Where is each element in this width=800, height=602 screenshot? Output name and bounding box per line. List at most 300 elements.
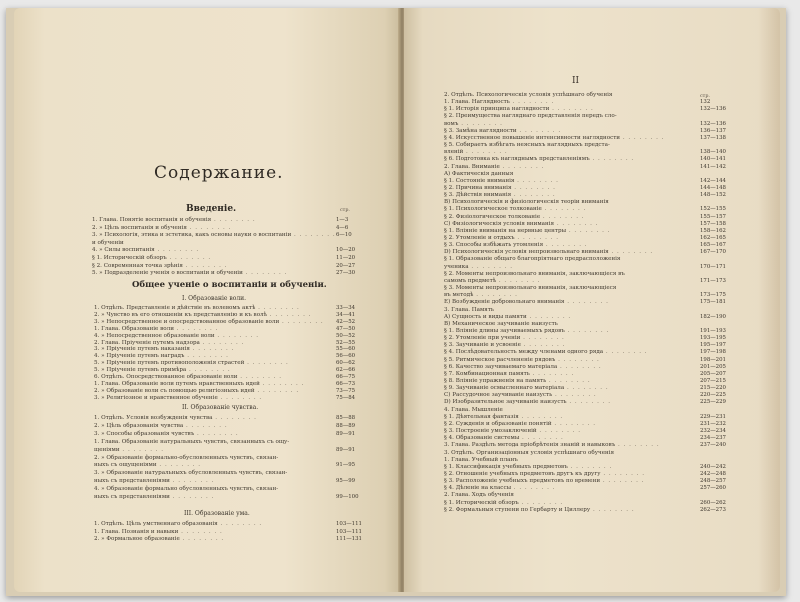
- toc-entry: [94, 521, 262, 528]
- toc-entry-title: § 3. Способы избѣжать утомленія: [444, 242, 544, 249]
- toc-entry-title: 6. Отдѣлъ. Опосредствованное образованіе воли: [94, 374, 238, 380]
- page-column-label: стр.: [340, 208, 350, 213]
- leader-dots: . . . . . . . .: [519, 435, 564, 442]
- toc-entry-pages: 232—234: [700, 428, 726, 435]
- toc-entry-pages: 242—248: [700, 470, 726, 477]
- leader-dots: . . . . . . . .: [166, 255, 212, 261]
- toc-entry-pages: 175—181: [700, 299, 726, 306]
- leader-dots: . . . . . . . .: [566, 399, 612, 406]
- toc-entry-title: 3. » Религіозное и нравственное обученіе: [94, 394, 218, 401]
- toc-entry-title: § 1. Образованіе общаго благопріятнаго предрасположенія: [444, 256, 621, 263]
- leader-dots: . . . . . . . .: [511, 184, 556, 191]
- toc-entry-title: § 2. Современная точка зрѣнія: [92, 262, 183, 269]
- toc-entry: [444, 128, 561, 135]
- toc-entry-title: 1. Отдѣлъ. Представленіе и дѣйствіе въ волевомъ актѣ: [94, 305, 256, 311]
- leader-dots: . . . . . . . .: [242, 270, 288, 277]
- toc-entry-pages: 66—75: [336, 374, 356, 380]
- toc-entry-pages: 148—152: [700, 192, 726, 199]
- toc-entry-title: въ методѣ: [444, 292, 474, 299]
- toc-entry-pages: 229—231: [700, 413, 726, 420]
- toc-entry: [92, 217, 256, 224]
- toc-entry-title: 1. Глава. Образованіе натуральныхъ чувствъ, связанныхъ съ ощу-: [94, 438, 290, 445]
- toc-entry: [94, 462, 201, 469]
- page-column-label-right: стр.: [700, 94, 710, 99]
- leader-dots: . . . . . . . .: [603, 349, 648, 356]
- toc-entry-title: § 2. Физіологическое толкованіе: [444, 213, 541, 220]
- leader-dots: . . . . . . . .: [509, 99, 555, 106]
- toc-entry: [444, 407, 503, 414]
- toc-entry-title: 2. Глава. Пріученіе путемъ надзора: [94, 339, 200, 346]
- toc-entry: [444, 328, 609, 335]
- toc-entry-pages: 6—10: [336, 232, 352, 239]
- toc-entry-pages: 62—66: [336, 367, 356, 374]
- leader-dots: . . . . . . . .: [551, 420, 597, 427]
- toc-entry-title: E) Возбужденіе добровольнаго вниманія: [444, 299, 565, 306]
- leader-dots: . . . . . . . .: [589, 156, 635, 163]
- toc-entry-title: 2. » Формальное образованіе: [94, 536, 180, 543]
- toc-entry-pages: 140—141: [700, 156, 726, 163]
- toc-entry-title: § 9. Заучиваніе осмысленнаго матеріала: [444, 385, 565, 392]
- leader-dots: . . . . . . . .: [526, 313, 572, 320]
- leader-dots: . . . . . . . .: [214, 332, 260, 339]
- toc-entry-title: § 6. Качество заучиваемаго матеріала: [444, 363, 558, 370]
- leader-dots: . . . . . . . .: [499, 163, 545, 170]
- toc-entry-title: 3. » Образованіе натуральныхъ обусловленныхъ чувствъ, связан-: [94, 470, 288, 477]
- toc-entry-title: вленій: [444, 149, 464, 156]
- leader-dots: . . . . . . . .: [518, 413, 564, 420]
- leader-dots: . . . . . . . .: [554, 220, 599, 227]
- toc-entry-title: § 2. Сужденія и образованіе понятій: [444, 420, 552, 427]
- toc-entry-pages: 27—30: [336, 270, 356, 277]
- toc-entry-pages: 207—215: [700, 378, 726, 384]
- leader-dots: . . . . . . . .: [169, 478, 215, 485]
- toc-entry-pages: 52—55: [336, 339, 356, 346]
- toc-entry-title: § 2. Причина вниманія: [444, 184, 512, 191]
- toc-entry: [94, 486, 278, 493]
- toc-entry-pages: 111—131: [336, 536, 362, 543]
- toc-entry-pages: 11—20: [336, 255, 356, 261]
- toc-entry-title: 4. » Силы воспитанія: [92, 247, 155, 254]
- toc-entry-title: 3. » Психологія, этика и эстетика, какъ основы науки о воспитаніи: [92, 232, 292, 239]
- toc-entry: [444, 121, 503, 128]
- toc-entry-title: § 4. Образованіе системы: [444, 435, 520, 442]
- toc-entry-title: 1. Глава. Понятіе воспитанія и обученія: [92, 217, 212, 223]
- toc-entry: [94, 431, 239, 438]
- toc-entry-title: A) Сущность и виды памяти: [444, 313, 527, 320]
- toc-entry: [444, 285, 616, 292]
- toc-entry-pages: 47—50: [336, 325, 356, 332]
- toc-entry-title: 2. » Цѣль воспитанія и обученія: [92, 224, 187, 231]
- toc-entry-title: 4. Глава. Мышленіе: [444, 406, 503, 413]
- page-edge-stain: [758, 8, 780, 592]
- toc-entry-pages: 34—41: [336, 311, 356, 318]
- toc-entry-title: § 1. Историческій обзоръ: [92, 255, 167, 261]
- toc-entry-pages: 171—173: [700, 277, 726, 284]
- toc-entry-title: § 2. Преимущества нагляднаго представленія передъ сло-: [444, 113, 617, 120]
- toc-entry-pages: 170—171: [700, 263, 726, 270]
- toc-entry-title: 3. » Способы образованія чувствъ: [94, 430, 195, 437]
- toc-entry-title: § 1. Психологическое толкованіе: [444, 206, 542, 213]
- toc-entry-title: 5. » Пріученіе путемъ противоположенія страстей: [94, 360, 245, 367]
- toc-entry-pages: 33—34: [336, 305, 356, 311]
- toc-entry-title: 2. » Цѣль образованія чувства: [94, 422, 184, 429]
- leader-dots: . . . . . . . .: [173, 325, 219, 332]
- leader-dots: . . . . . . . .: [259, 380, 305, 387]
- toc-entry-title: щеніями: [94, 446, 120, 453]
- toc-entry-title: 2. » Образованіе формально-обусловленныхъ чувствъ, связан-: [94, 454, 279, 461]
- leader-dots: . . . . . . . .: [189, 346, 235, 353]
- toc-entry: [444, 357, 600, 364]
- toc-entry-pages: 198—201: [700, 356, 726, 363]
- toc-entry-pages: 231—232: [700, 420, 726, 427]
- toc-entry: [444, 349, 648, 356]
- toc-entry-title: § 1. Состояніе вниманія: [444, 177, 515, 184]
- toc-entry-pages: 220—225: [700, 392, 726, 399]
- toc-entry-pages: 191—193: [700, 327, 726, 334]
- toc-entry: [444, 428, 581, 435]
- toc-entry-pages: 234—237: [700, 435, 726, 442]
- toc-entry-title: § 2. Утомленіе и отдыхъ: [444, 235, 515, 241]
- toc-entry-title: § 1. Дѣятельная фантазія: [444, 413, 519, 420]
- toc-entry-title: B) Психологическія и физіологическія теоріи вниманія: [444, 199, 609, 206]
- leader-dots: . . . . . . . .: [179, 536, 225, 543]
- leader-dots: . . . . . . . .: [600, 470, 646, 477]
- toc-entry: [444, 199, 609, 206]
- toc-entry: [444, 142, 610, 149]
- leader-dots: . . . . . . . .: [529, 370, 575, 377]
- toc-entry-pages: 157—158: [700, 220, 726, 227]
- toc-entry-pages: 85—88: [336, 415, 356, 421]
- toc-entry: [94, 415, 257, 422]
- leader-dots: . . . . . . . .: [590, 506, 635, 513]
- toc-entry-pages: 240—242: [700, 463, 726, 470]
- leader-dots: . . . . . . . .: [552, 392, 597, 399]
- leader-dots: . . . . . . . .: [514, 177, 559, 184]
- leader-dots: . . . . . . . .: [566, 227, 611, 234]
- toc-entry-pages: 132—136: [700, 106, 726, 113]
- toc-entry-title: § 3. Замѣна наглядности: [444, 127, 517, 134]
- toc-entry-title: 2. » Образованіе воли съ помощью религіозныхъ идей: [94, 387, 255, 394]
- toc-entry-pages: 138—140: [700, 149, 726, 156]
- toc-entry-title: C) Рассудочное заучиваніе наизусть: [444, 392, 553, 399]
- toc-entry: [92, 263, 227, 270]
- toc-entry-pages: 165—167: [700, 242, 726, 249]
- toc-entry-title: § 1. Историческій обзоръ: [444, 499, 519, 506]
- toc-entry: [444, 471, 645, 478]
- toc-entry-pages: 10—20: [336, 247, 356, 254]
- toc-entry: [94, 439, 289, 446]
- toc-entry-pages: 152—155: [700, 206, 726, 213]
- toc-entry: [444, 457, 518, 464]
- toc-entry: [444, 149, 508, 156]
- leader-dots: . . . . . . . .: [468, 263, 514, 270]
- general-heading: Общее ученіе о воспитаніи и обученіи.: [132, 280, 327, 290]
- leader-dots: . . . . . . . .: [279, 318, 324, 325]
- leader-dots: . . . . . . . .: [546, 378, 591, 384]
- toc-entry: [444, 264, 513, 271]
- left-page: [14, 8, 400, 592]
- leader-dots: . . . . . . . .: [217, 521, 263, 527]
- toc-entry: [94, 395, 262, 402]
- leader-dots: . . . . . . . .: [458, 120, 503, 127]
- leader-dots: . . . . . . . .: [255, 305, 300, 311]
- toc-entry-title: A) Фактическія данныя: [444, 170, 514, 177]
- toc-entry-pages: 89—91: [336, 430, 356, 437]
- toc-entry-title: вомъ: [444, 120, 459, 127]
- toc-entry-title: D) Психологическія условія непроизвольнаго вниманія: [444, 249, 609, 256]
- toc-entry-title: § 1. Классификація учебныхъ предметовъ: [444, 463, 568, 470]
- toc-entry-title: § 2. Утомленіе при ученіи: [444, 335, 521, 342]
- toc-entry: [444, 135, 665, 142]
- toc-entry-title: самомъ предметѣ: [444, 277, 497, 284]
- toc-entry-title: § 6. Подготовка къ нагляднымъ представленіямъ: [444, 156, 590, 163]
- toc-entry-pages: 144—148: [700, 184, 726, 191]
- toc-entry: [92, 232, 336, 239]
- leader-dots: . . . . . . . .: [520, 342, 566, 349]
- toc-entry-pages: 88—89: [336, 422, 356, 429]
- toc-entry-pages: 182—190: [700, 313, 726, 320]
- leader-dots: . . . . . . . .: [555, 356, 600, 363]
- toc-entry: [444, 414, 563, 421]
- leader-dots: . . . . . . . .: [237, 374, 282, 380]
- toc-entry-title: C) Физіологическія условія вниманія: [444, 220, 555, 227]
- toc-entry: [94, 494, 214, 501]
- toc-entry-pages: 42—52: [336, 318, 356, 325]
- part2-heading: II. Образованіе чувства.: [182, 404, 259, 411]
- toc-entry: [444, 421, 596, 428]
- toc-entry-title: ныхъ съ представленіями: [94, 478, 170, 485]
- leader-dots: . . . . . . . .: [217, 394, 263, 401]
- leader-dots: . . . . . . . .: [463, 149, 508, 156]
- toc-entry-title: 2. Глава. Ходъ обученія: [444, 492, 514, 499]
- toc-entry-title: § 4. Послѣдовательность между членами одного ряда: [444, 349, 604, 356]
- toc-entry: [444, 271, 625, 278]
- toc-entry-pages: 56—60: [336, 353, 356, 360]
- leader-dots: . . . . . . . .: [543, 242, 588, 249]
- toc-entry: [94, 529, 223, 536]
- leader-dots: . . . . . . . .: [182, 262, 228, 269]
- leader-dots: . . . . . . . .: [211, 217, 256, 223]
- toc-entry-pages: 257—260: [700, 485, 726, 492]
- toc-entry-title: § 2. Моменты непроизвольнаго вниманія, заключающіеся въ: [444, 270, 625, 277]
- toc-entry-pages: 197—198: [700, 349, 726, 356]
- toc-entry: [444, 185, 556, 192]
- toc-entry: [444, 314, 571, 321]
- leader-dots: . . . . . . . .: [267, 311, 312, 318]
- toc-entry: [92, 270, 287, 277]
- toc-entry-title: 3. Глава. Раздѣлъ метода пріобрѣтенія знаній и навыковъ: [444, 442, 616, 449]
- toc-entry: [94, 478, 214, 485]
- toc-entry: [444, 450, 614, 457]
- toc-entry-title: и обученіи: [92, 239, 124, 246]
- right-page: [404, 8, 780, 592]
- leader-dots: . . . . . . . .: [540, 213, 585, 220]
- leader-dots: . . . . . . . .: [183, 422, 228, 429]
- toc-entry-pages: 20—27: [336, 262, 356, 269]
- toc-entry: [444, 164, 544, 171]
- toc-entry-title: § 3. Построеніе умозаключеній: [444, 428, 537, 435]
- toc-entry-title: § 3. Расположеніе учебныхъ предметовъ по времени: [444, 478, 601, 485]
- toc-entry: [444, 500, 563, 507]
- toc-entry: [444, 371, 574, 378]
- toc-entry-pages: 173—175: [700, 292, 726, 299]
- toc-entry-title: 1. Глава. Познанія и навыки: [94, 528, 179, 535]
- toc-entry-pages: 215—220: [700, 385, 726, 392]
- leader-dots: . . . . . . . .: [514, 235, 560, 241]
- toc-entry-pages: 4—6: [336, 224, 349, 231]
- leader-dots: . . . . . . . .: [186, 367, 231, 374]
- intro-heading: Введеніе.: [186, 204, 237, 214]
- toc-entry: [444, 228, 611, 235]
- toc-entry: [444, 378, 591, 385]
- toc-entry: [444, 235, 559, 242]
- toc-entry: [92, 240, 124, 247]
- leader-dots: . . . . . . . .: [564, 385, 609, 392]
- toc-entry-title: ученика: [444, 263, 469, 270]
- toc-entry-pages: 132—136: [700, 120, 726, 127]
- toc-entry-title: 5. » Подразделеніе ученія о воспитаніи и обученіи: [92, 270, 243, 277]
- toc-entry-pages: 155—157: [700, 213, 726, 220]
- leader-dots: . . . . . . . .: [212, 415, 257, 421]
- toc-entry-title: B) Механическое заучиваніе наизусть: [444, 320, 558, 327]
- leader-dots: . . . . . . . .: [254, 387, 300, 394]
- leader-dots: . . . . . . . .: [156, 462, 202, 469]
- toc-entry-title: 3. Отдѣлъ. Организаціонныя условія успѣшнаго обученія: [444, 449, 615, 456]
- leader-dots: . . . . . . . .: [119, 446, 165, 453]
- toc-entry: [444, 99, 554, 106]
- toc-entry-title: 2. Глава. Вниманіе: [444, 163, 500, 170]
- toc-entry-pages: 260—262: [700, 499, 726, 506]
- toc-entry: [444, 156, 634, 163]
- leader-dots: . . . . . . . .: [557, 363, 602, 370]
- toc-entry-title: 5. » Пріученіе путемъ примѣра: [94, 367, 187, 374]
- toc-entry-pages: 91—95: [336, 462, 356, 469]
- toc-entry-title: § 2. Формальныя ступени по Гербарту и Циллеру: [444, 506, 591, 513]
- toc-entry-title: § 1. Вліяніе вниманія на нервные центры: [444, 227, 567, 234]
- toc-entry-pages: 158—162: [700, 227, 726, 234]
- leader-dots: . . . . . . . .: [169, 494, 215, 500]
- toc-entry-pages: 55—60: [336, 346, 356, 353]
- part1-heading: I. Образованіе воли.: [182, 295, 247, 302]
- toc-entry-title: § 5. Ритмическое расчлененіе рядовъ: [444, 356, 556, 363]
- toc-entry-pages: 89—91: [336, 446, 356, 453]
- toc-entry: [94, 470, 287, 477]
- toc-entry-pages: 103—111: [336, 528, 362, 535]
- toc-entry-pages: 262—273: [700, 506, 726, 513]
- leader-dots: . . . . . . . .: [518, 499, 564, 506]
- leader-dots: . . . . . . . .: [564, 299, 609, 306]
- toc-entry: [444, 299, 609, 306]
- toc-entry-title: ныхъ съ представленіями: [94, 494, 170, 500]
- toc-entry-pages: 141—142: [700, 163, 726, 170]
- toc-entry-title: § 1. Исторія принципа наглядности: [444, 106, 550, 113]
- toc-entry-pages: 95—99: [336, 478, 356, 485]
- leader-dots: . . . . . . . .: [244, 360, 289, 367]
- toc-entry-pages: 142—144: [700, 177, 726, 184]
- toc-entry: [444, 178, 559, 185]
- toc-entry-title: 2. » Чувство въ его отношеніи къ представленію и къ волѣ: [94, 311, 267, 318]
- leader-dots: . . . . . . . .: [199, 339, 245, 346]
- toc-entry-pages: 193—195: [700, 335, 726, 342]
- leader-dots: . . . . . . . .: [536, 428, 582, 435]
- leader-dots: . . . . . . . .: [186, 224, 232, 231]
- toc-entry: [444, 221, 599, 228]
- leader-dots: . . . . . . . .: [496, 277, 541, 284]
- leader-dots: . . . . . . . .: [615, 442, 660, 449]
- leader-dots: . . . . . . . .: [520, 335, 565, 342]
- toc-entry-title: § 2. Отношеніе учебныхъ предметовъ другъ къ другу: [444, 470, 601, 477]
- toc-entry: [444, 106, 594, 113]
- toc-entry-title: § 4. Искусственное повышеніе интенсивности наглядности: [444, 134, 621, 141]
- leader-dots: . . . . . . . .: [608, 249, 654, 256]
- toc-entry-pages: 201—205: [700, 363, 726, 370]
- leader-dots: . . . . . . . .: [511, 485, 556, 492]
- toc-entry-title: § 5. Собираетъ избѣгать неясныхъ наглядныхъ предста-: [444, 142, 610, 149]
- toc-entry: [94, 455, 278, 462]
- leader-dots: . . . . . . . .: [620, 134, 665, 141]
- toc-entry-pages: 73—75: [336, 387, 356, 394]
- toc-entry-title: D) Изобразительное заучиваніе наизусть: [444, 399, 567, 406]
- leader-dots: . . . . . . . .: [564, 327, 610, 334]
- toc-entry: [444, 464, 612, 471]
- toc-entry-title: § 3. Моменты непроизвольнаго вниманія, заключающіеся: [444, 285, 617, 292]
- toc-entry-title: 1. Глава. Наглядность: [444, 99, 510, 106]
- toc-entry-pages: 66—73: [336, 380, 356, 387]
- toc-entry-title: 1. Глава. Образованіе воли путемъ нравственныхъ идей: [94, 380, 260, 387]
- toc-entry-pages: 237—240: [700, 442, 726, 449]
- toc-entry-pages: 195—197: [700, 342, 726, 349]
- toc-entry: [444, 321, 558, 328]
- toc-entry: [444, 256, 620, 263]
- toc-entry-title: 1. Глава. Образованіе воли: [94, 325, 174, 332]
- toc-entry-title: 4. » Образованіе формально обусловленныхъ чувствъ, связан-: [94, 486, 279, 493]
- leader-dots: . . . . . . . .: [567, 463, 613, 470]
- toc-entry: [444, 492, 514, 499]
- toc-entry-title: 2. Отдѣлъ. Психологическія условія успѣшнаго обученія: [444, 92, 613, 98]
- toc-entry: [444, 278, 541, 285]
- toc-entry-title: 3. » Пріученіе путемъ наказанія: [94, 346, 190, 353]
- toc-entry-title: ныхъ съ ощущеніями: [94, 462, 157, 469]
- toc-entry-title: § 1. Вліяніе длины заучиваемыхъ рядовъ: [444, 327, 565, 334]
- toc-entry: [444, 307, 494, 314]
- page-title: Содержание.: [154, 163, 284, 183]
- toc-entry-pages: 136—137: [700, 127, 726, 134]
- leader-dots: . . . . . . . .: [291, 232, 336, 239]
- toc-entry: [444, 364, 602, 371]
- toc-entry-pages: 1—3: [336, 217, 349, 223]
- part3-heading: III. Образованіе ума.: [184, 510, 250, 517]
- leader-dots: . . . . . . . .: [473, 292, 518, 299]
- leader-dots: . . . . . . . .: [194, 430, 239, 437]
- toc-entry: [94, 423, 228, 430]
- toc-entry-title: 1. Отдѣлъ. Цѣль умственнаго образованія: [94, 521, 218, 527]
- leader-dots: . . . . . . . .: [516, 127, 562, 134]
- toc-entry: [92, 255, 211, 262]
- toc-entry-title: § 3. Дѣйствія вниманія: [444, 192, 512, 199]
- toc-entry-pages: 50—52: [336, 332, 356, 339]
- toc-entry: [444, 335, 565, 342]
- toc-entry-title: § 3. Заучиваніе и усвоеніе: [444, 342, 521, 349]
- toc-entry-pages: 99—100: [336, 494, 359, 500]
- toc-entry: [444, 399, 611, 406]
- toc-entry: [444, 171, 513, 178]
- toc-entry-pages: 137—138: [700, 134, 726, 141]
- open-book: [6, 8, 786, 596]
- toc-entry: [444, 113, 617, 120]
- toc-entry: [444, 206, 586, 213]
- toc-entry-pages: 225—229: [700, 399, 726, 406]
- leader-dots: . . . . . . . .: [600, 478, 645, 485]
